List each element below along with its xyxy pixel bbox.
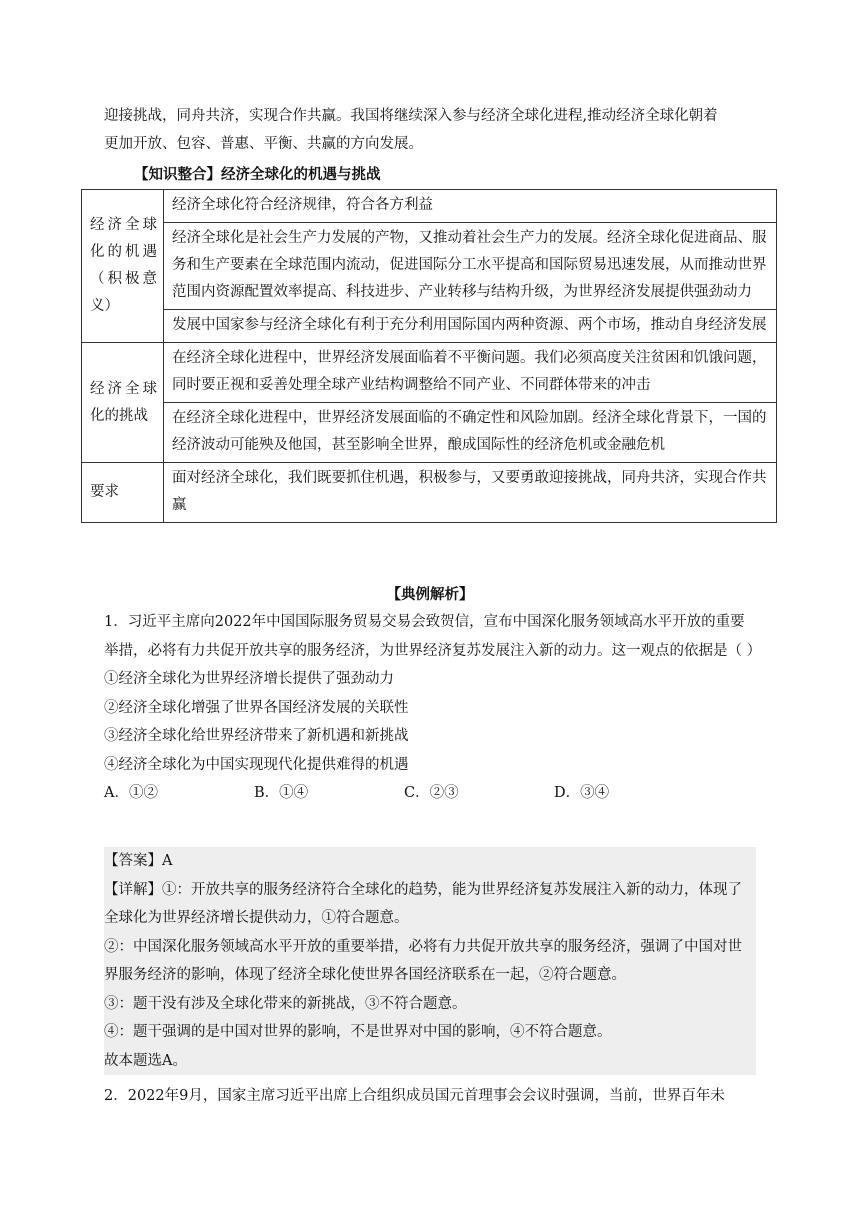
answer-label: 【答案】	[104, 853, 162, 869]
question-1-item: ①经济全球化为世界经济增长提供了强劲动力	[104, 671, 394, 687]
row-header-opportunity: 经济全球化的机遇（积极意义）	[82, 190, 164, 343]
opportunity-cell-1: 经济全球化符合经济规律，符合各方利益	[164, 190, 777, 223]
example-title: 【典例解析】	[386, 586, 474, 603]
answer-block	[104, 847, 756, 1075]
detail-paragraph: ④：题干强调的是中国对世界的影响，不是世界对中国的影响，④不符合题意。	[104, 1024, 612, 1040]
question-1-item: ③经济全球化给世界经济带来了新机遇和新挑战	[104, 728, 409, 744]
question-2-stem: 2．2022年9月，国家主席习近平出席上合组织成员国元首理事会会议时强调，当前，世界百年未	[104, 1088, 725, 1104]
opportunity-cell-3: 发展中国家参与经济全球化有利于充分利用国际国内两种资源、两个市场，推动自身经济发展	[164, 310, 777, 343]
intro-line-2: 更加开放、包容、普惠、平衡、共赢的方向发展。	[104, 136, 423, 152]
challenge-cell-1: 在经济全球化进程中，世界经济发展面临着不平衡问题。我们必须高度关注贫困和饥饿问题，同时要正视和妥善处理全球产业结构调整给不同产业、不同群体带来的冲击	[164, 343, 777, 403]
option-a: A．①②	[104, 785, 158, 801]
requirement-cell: 面对经济全球化，我们既要抓住机遇，积极参与，又要勇敢迎接挑战，同舟共济，实现合作共赢	[164, 463, 777, 523]
detail-text: ①：开放共享的服务经济符合全球化的趋势，能为世界经济复苏发展注入新的动力，体现了全球化为世界经济增长提供动力，①符合题意。	[104, 881, 742, 926]
option-d: D．③④	[554, 785, 610, 801]
question-2	[104, 1082, 756, 1111]
row-header-requirement: 要求	[82, 463, 164, 523]
answer-line	[104, 847, 756, 876]
row-header-challenge: 经济全球化的挑战	[82, 343, 164, 463]
detail-line	[104, 876, 756, 933]
knowledge-table	[81, 189, 777, 523]
option-c: C．②③	[404, 785, 459, 801]
question-1-item: ④经济全球化为中国实现现代化提供难得的机遇	[104, 756, 409, 773]
detail-paragraph: ③：题干没有涉及全球化带来的新挑战，③不符合题意。	[104, 995, 467, 1012]
opportunity-cell-2: 经济全球化是社会生产力发展的产物，又推动着社会生产力的发展。经济全球化促进商品、服务和生产要素在全球范围内流动，促进国际分工水平提高和国际贸易迅速发展，从而推动世界范围内资源配置效率提高、科技进步、产业转移与结构升级，为世界经济发展提供强劲动力	[164, 223, 777, 310]
intro-line-1: 迎接挑战，同舟共济，实现合作共赢。我国将继续深入参与经济全球化进程,推动经济全球化朝着	[104, 108, 718, 124]
challenge-cell-2: 在经济全球化进程中，世界经济发展面临的不确定性和风险加剧。经济全球化背景下，一国的经济波动可能殃及他国，甚至影响全世界，酿成国际性的经济危机或金融危机	[164, 403, 777, 463]
question-1-options	[104, 779, 756, 808]
section-title: 【知识整合】经济全球化的机遇与挑战	[134, 166, 381, 183]
detail-conclusion: 故本题选A。	[104, 1052, 187, 1069]
question-1	[104, 608, 762, 808]
answer-value: A	[162, 853, 173, 869]
question-1-stem: 1．习近平主席向2022年中国国际服务贸易交易会致贺信，宣布中国深化服务领域高水平开放的重要举措，必将有力共促开放共享的服务经济，为世界经济复苏发展注入新的动力。这一观点的依据是（ ）	[104, 614, 762, 659]
option-b: B．①④	[254, 785, 309, 801]
detail-label: 【详解】	[104, 881, 162, 898]
question-1-item: ②经济全球化增强了世界各国经济发展的关联性	[104, 699, 409, 716]
detail-paragraph: ②：中国深化服务领域高水平开放的重要举措，必将有力共促开放共享的服务经济，强调了中国对世界服务经济的影响，体现了经济全球化使世界各国经济联系在一起，②符合题意。	[104, 938, 742, 983]
